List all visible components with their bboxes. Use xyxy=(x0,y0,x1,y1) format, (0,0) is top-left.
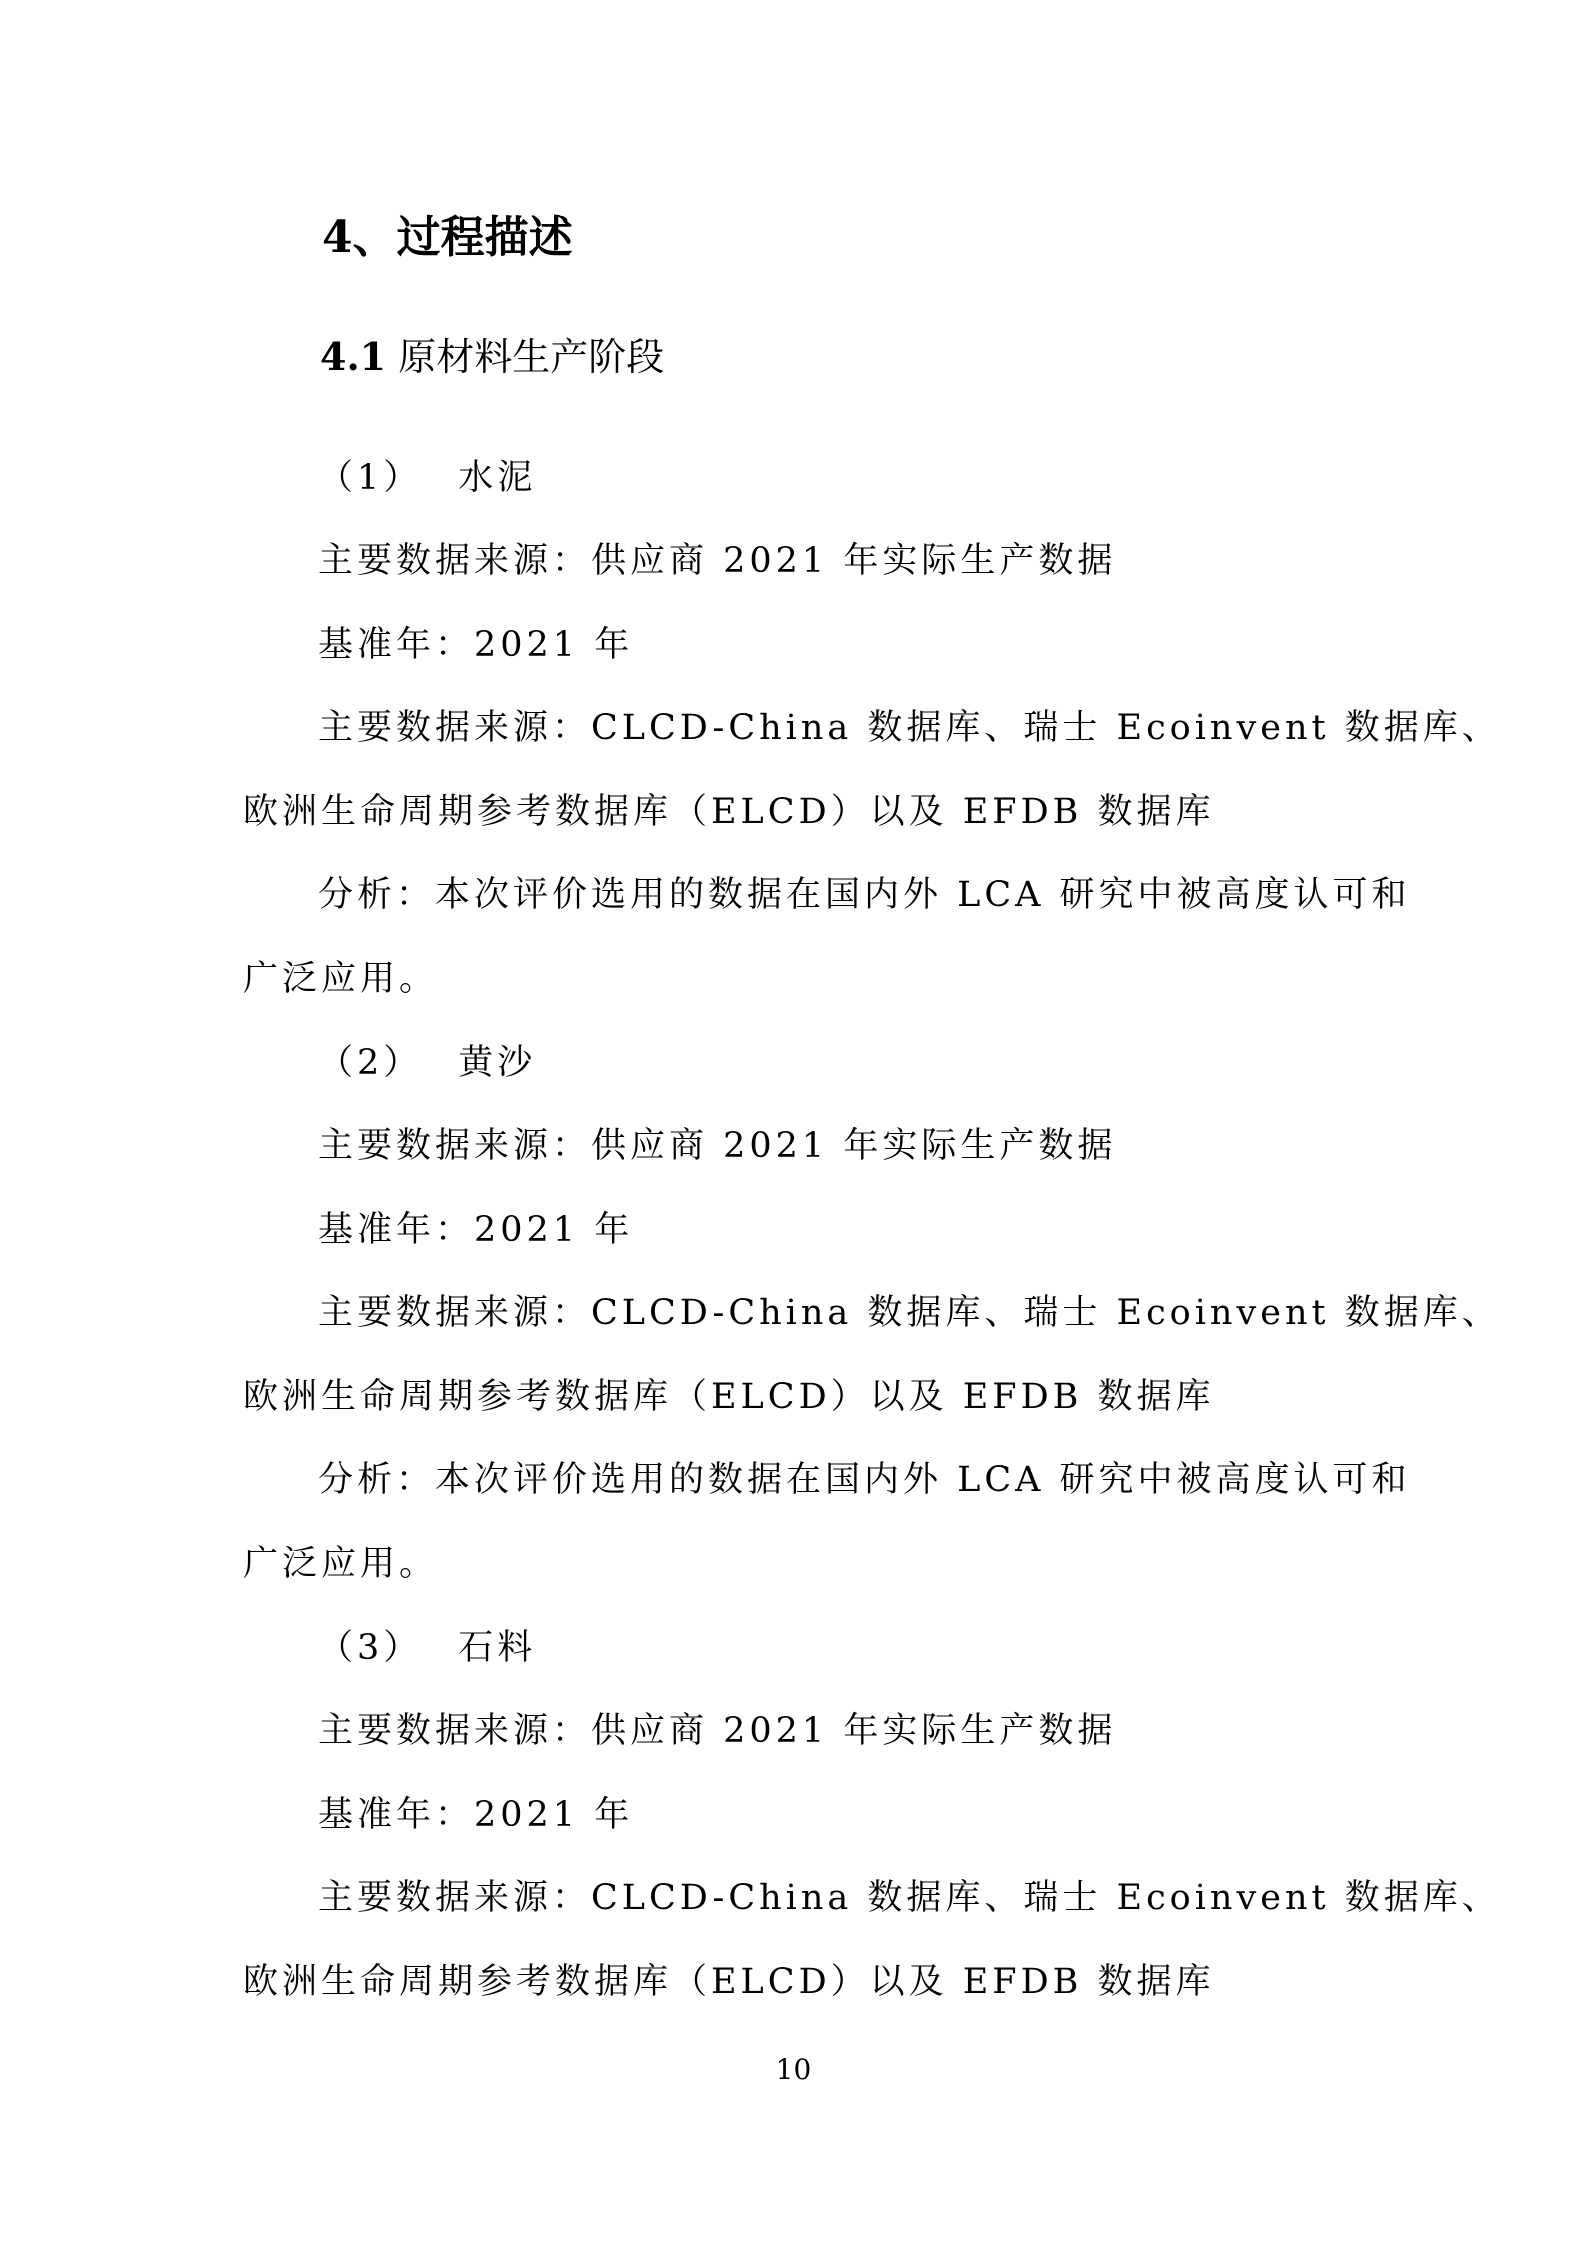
main-source-line: 主要数据来源：供应商 2021 年实际生产数据 xyxy=(318,1126,1117,1166)
subsection-heading xyxy=(320,330,664,384)
material-name: 水泥 xyxy=(458,458,537,498)
database-line-2: 欧洲生命周期参考数据库（ELCD）以及 EFDB 数据库 xyxy=(243,1962,1215,2002)
material-item-title xyxy=(318,453,536,503)
main-source-line: 主要数据来源：供应商 2021 年实际生产数据 xyxy=(318,1711,1117,1751)
base-year-line: 基准年：2021 年 xyxy=(318,1795,634,1835)
section-heading: 4、过程描述 xyxy=(322,212,573,263)
material-name: 石料 xyxy=(458,1628,537,1668)
analysis-line-1: 分析：本次评价选用的数据在国内外 LCA 研究中被高度认可和 xyxy=(318,1460,1411,1500)
material-item-title xyxy=(318,1623,536,1673)
main-source-line: 主要数据来源：供应商 2021 年实际生产数据 xyxy=(318,541,1117,581)
material-label: （1） xyxy=(318,458,423,498)
database-line-2: 欧洲生命周期参考数据库（ELCD）以及 EFDB 数据库 xyxy=(243,1377,1215,1417)
analysis-line-1: 分析：本次评价选用的数据在国内外 LCA 研究中被高度认可和 xyxy=(318,875,1411,915)
database-line-1: 主要数据来源：CLCD-China 数据库、瑞士 Ecoinvent 数据库、 xyxy=(318,1878,1501,1918)
subsection-title: 原材料生产阶段 xyxy=(386,335,665,379)
base-year-line: 基准年：2021 年 xyxy=(318,625,634,665)
base-year-line: 基准年：2021 年 xyxy=(318,1210,634,1250)
database-line-1: 主要数据来源：CLCD-China 数据库、瑞士 Ecoinvent 数据库、 xyxy=(318,1293,1501,1333)
subsection-number: 4.1 xyxy=(320,334,387,379)
material-label: （3） xyxy=(318,1628,423,1668)
material-label: （2） xyxy=(318,1043,423,1083)
analysis-line-2: 广泛应用。 xyxy=(243,959,439,999)
analysis-line-2: 广泛应用。 xyxy=(243,1544,439,1584)
material-name: 黄沙 xyxy=(458,1043,537,1083)
database-line-2: 欧洲生命周期参考数据库（ELCD）以及 EFDB 数据库 xyxy=(243,792,1215,832)
material-item-title xyxy=(318,1038,536,1088)
database-line-1: 主要数据来源：CLCD-China 数据库、瑞士 Ecoinvent 数据库、 xyxy=(318,708,1501,748)
page-number: 10 xyxy=(775,2053,812,2086)
